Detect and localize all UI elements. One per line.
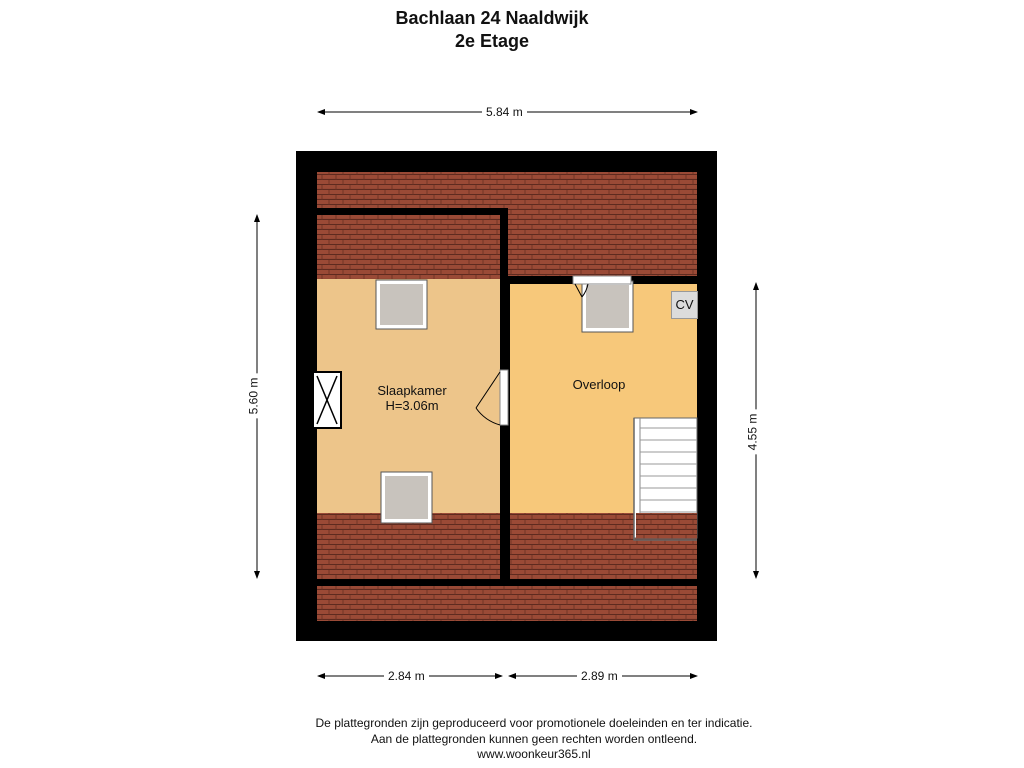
skylight-landing	[582, 281, 633, 332]
bedroom-ceiling-height: H=3.06m	[385, 398, 439, 413]
roof-tiles-top	[317, 172, 697, 208]
dimension-bottom-left-width: 2.84 m	[384, 669, 429, 683]
dimension-bottom-right-width: 2.89 m	[577, 669, 622, 683]
inner-wall-bottom	[317, 579, 697, 586]
disclaimer-website: www.woonkeur365.nl	[477, 747, 591, 761]
inner-wall-top	[317, 208, 508, 215]
bedroom-name: Slaapkamer	[377, 383, 447, 398]
dimension-top-width: 5.84 m	[482, 105, 527, 119]
floorplan-address: Bachlaan 24 Naaldwijk	[395, 8, 589, 28]
disclaimer-line-2: Aan de plattegronden kunnen geen rechten worden ontleend.	[370, 732, 698, 746]
dimension-right-height: 4.55 m	[745, 410, 759, 455]
skylight-bedroom-top	[376, 280, 427, 329]
roof-tiles-bottom	[317, 586, 697, 621]
cv-boiler-label: CV	[671, 291, 698, 319]
staircase	[634, 418, 697, 540]
roof-tiles-right-top	[508, 208, 697, 276]
dimension-left-height: 5.60 m	[246, 374, 260, 419]
landing-hatch-opening	[573, 276, 631, 284]
bedroom-door-opening	[500, 370, 508, 425]
roof-tiles-bedroom-top	[317, 215, 500, 279]
floor-level-title: 2e Etage	[454, 31, 530, 51]
disclaimer-line-1: De plattegronden zijn geproduceerd voor promotionele doeleinden en ter indicatie.	[315, 716, 753, 730]
skylight-bedroom-bottom	[381, 472, 432, 523]
landing-name: Overloop	[572, 377, 626, 392]
